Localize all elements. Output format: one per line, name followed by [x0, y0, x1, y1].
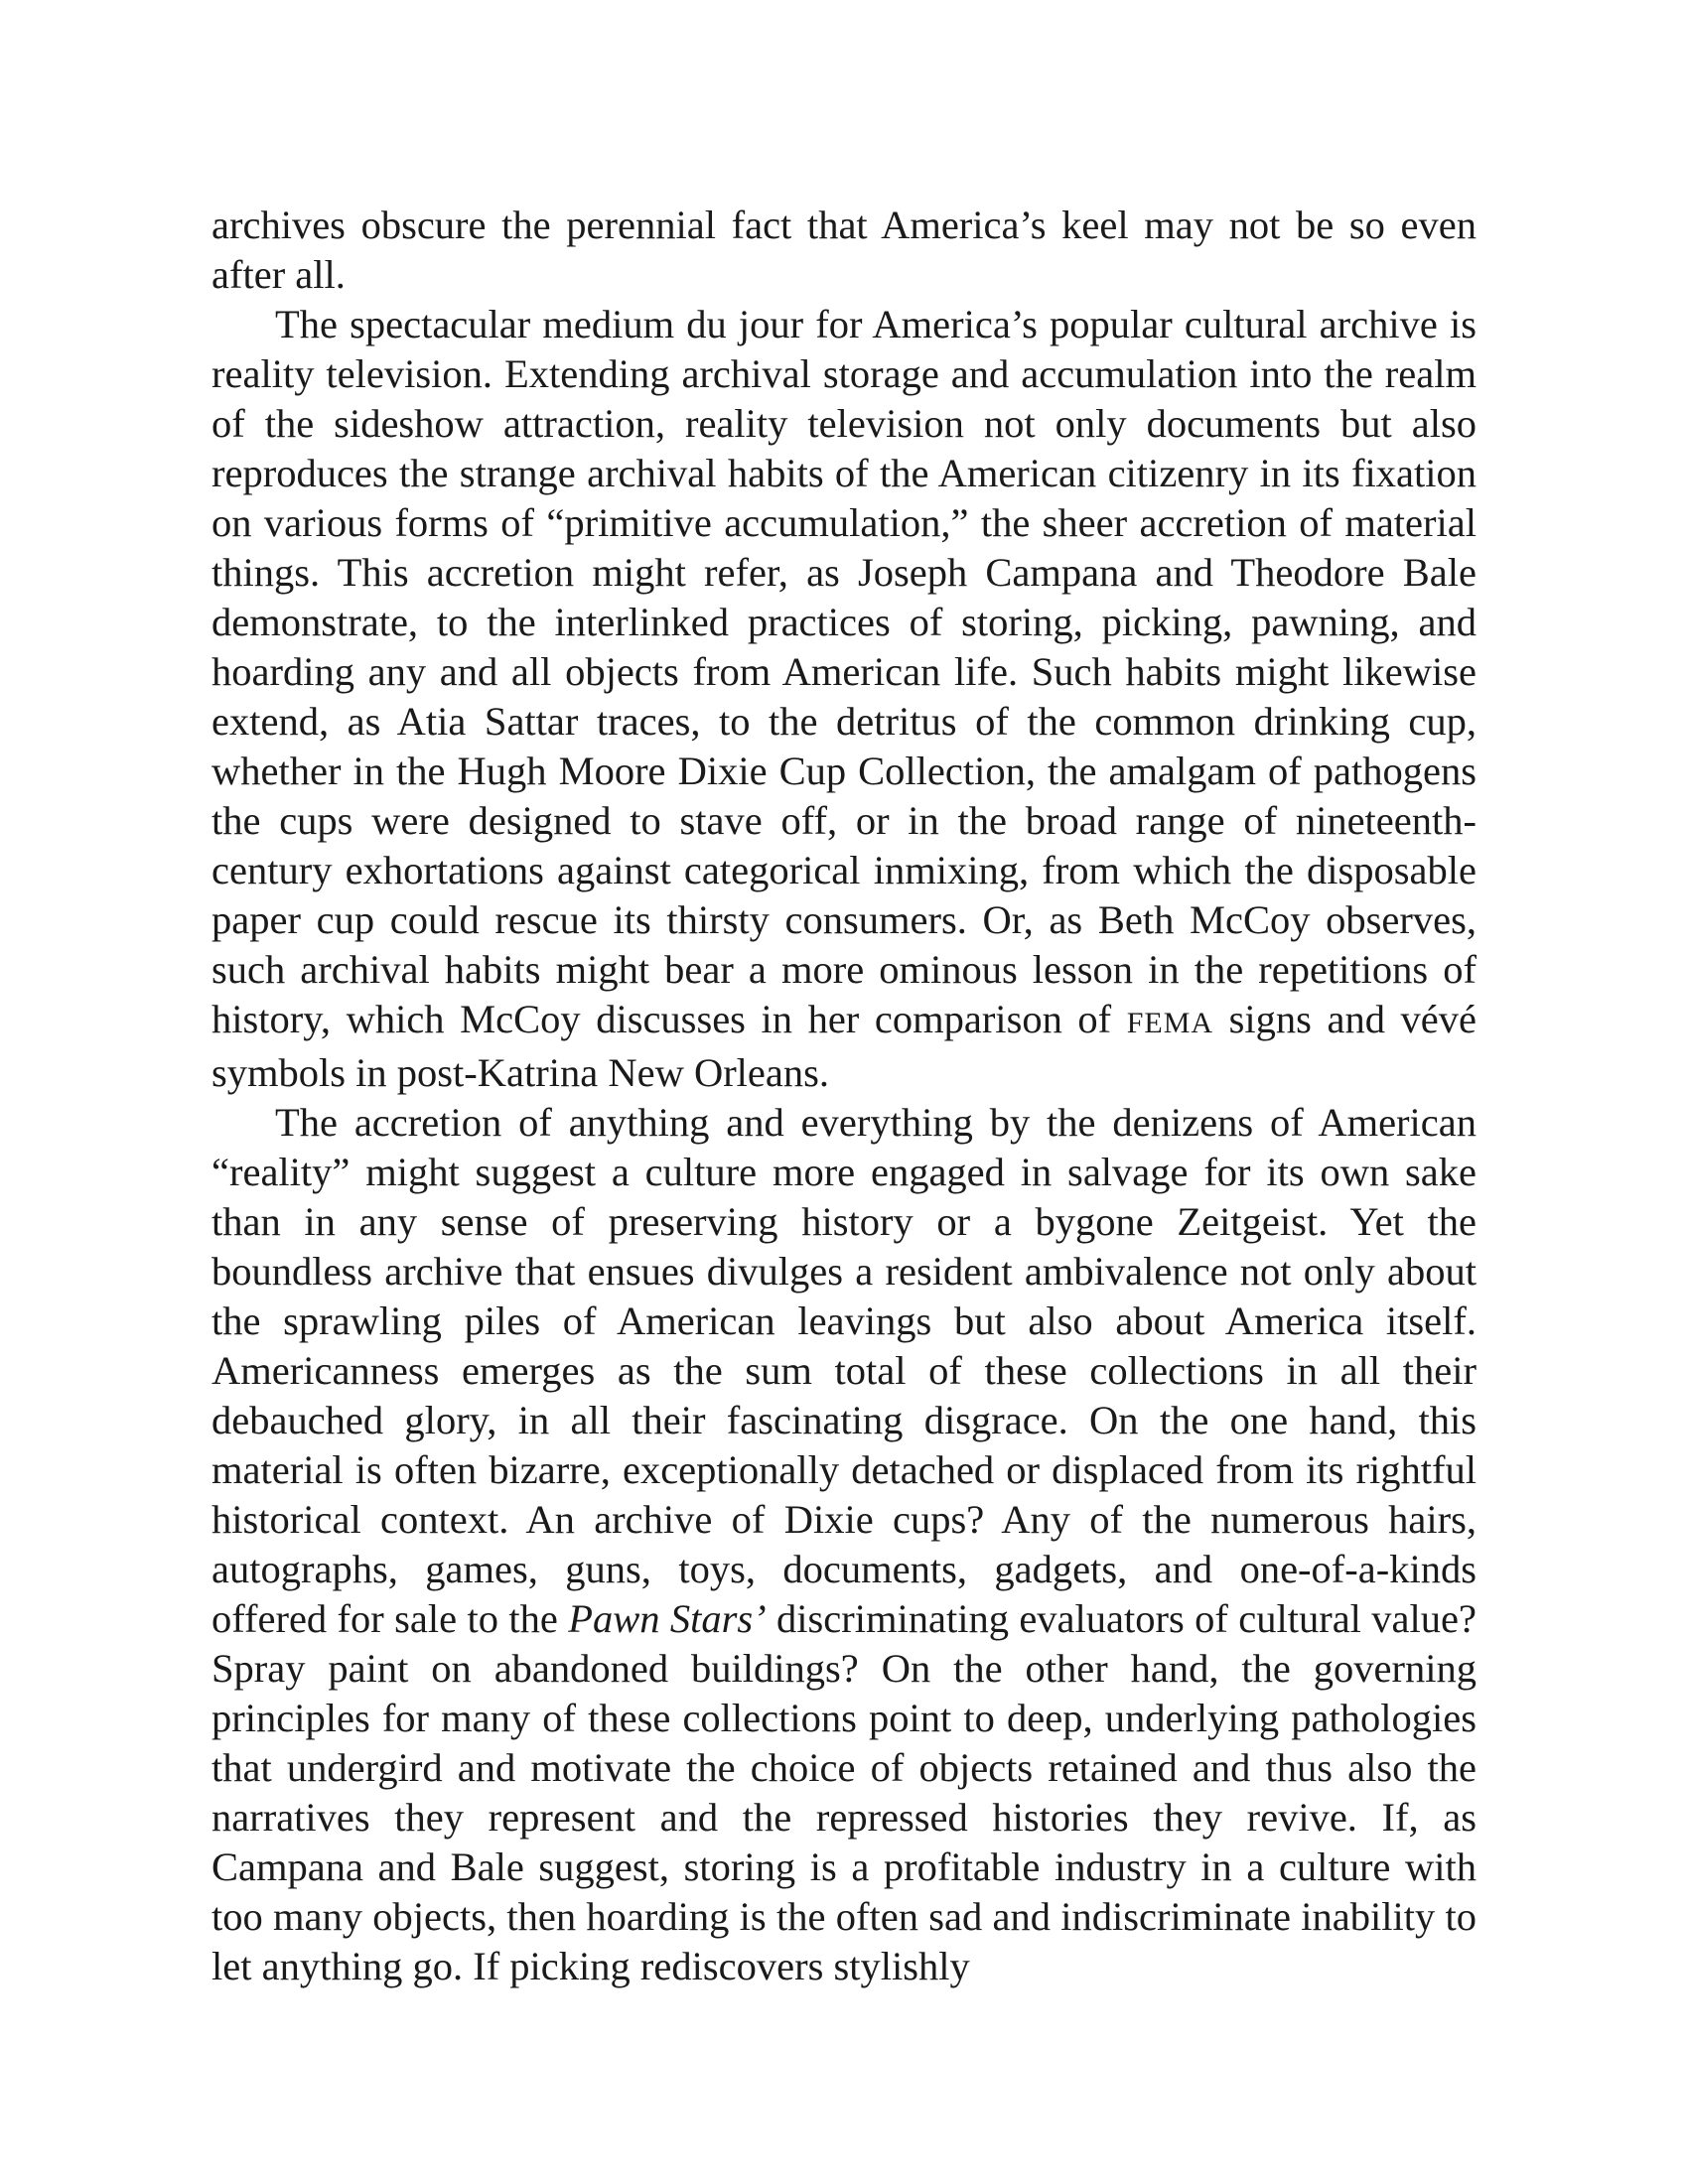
- pawn-stars-title: Pawn Stars’: [568, 1596, 767, 1641]
- paragraph-1: [211, 201, 1477, 300]
- paragraph-3-text: The accretion of anything and everything by the denizens of American “reality” might suggest a culture more engaged in salvage for its own sake than in any sense of preserving history or a bygone Zeitgeist. Yet the boundless archive that ensues divulges a resident ambivalence not only about the sprawling piles of American leavings but also about America itself. Americanness emerges as the sum total of these collections in all their debauched glory, in all their fascinating disgrace. On the one hand, this material is often bizarre, exceptionally detached or displaced from its rightful historical context. An archive of Dixie cups? Any of the numerous hairs, autographs, games, guns, toys, documents, gadgets, and one-of-a-kinds offered for sale to the: [211, 1100, 1477, 1641]
- paragraph-2-text: The spectacular medium du jour for America’s popular cultural archive is reality television. Extending archival storage and accumulation into the realm of the sideshow attraction, reality television not only documents but also reproduces the strange archival habits of the American citizenry in its fixation on various forms of “primitive accumulation,” the sheer accretion of material things. This accretion might refer, as Joseph Campana and Theodore Bale demonstrate, to the interlinked practices of storing, picking, pawning, and hoarding any and all objects from American life. Such habits might likewise extend, as Atia Sattar traces, to the detritus of the common drinking cup, whether in the Hugh Moore Dixie Cup Collection, the amalgam of pathogens the cups were designed to stave off, or in the broad range of nineteenth-century exhortations against categorical inmixing, from which the disposable paper cup could rescue its thirsty consumers. Or, as Beth McCoy observes, such archival habits might bear a more ominous lesson in the repetitions of history, which McCoy discusses in her comparison of: [211, 302, 1477, 1041]
- paragraph-1-text: archives obscure the perennial fact that America’s keel may not be so even after all.: [211, 203, 1477, 297]
- fema-acronym: FEMA: [1126, 1007, 1214, 1039]
- paragraph-3-text-end: discriminating evaluators of cultural value? Spray paint on abandoned buildings? On the other hand, the governing principles for many of these collections point to deep, underlying pathologies that undergird and motivate the choice of objects retained and thus also the narratives they represent and the repressed histories they revive. If, as Campana and Bale suggest, storing is a profitable industry in a culture with too many objects, then hoarding is the often sad and indiscriminate inability to let anything go. If picking rediscovers stylishly: [211, 1596, 1477, 1988]
- paragraph-2-text-end: signs and vévé symbols in post-Katrina New Orleans.: [211, 997, 1477, 1095]
- document-page: [211, 201, 1477, 1991]
- paragraph-2: [211, 300, 1477, 1098]
- paragraph-3: [211, 1098, 1477, 1991]
